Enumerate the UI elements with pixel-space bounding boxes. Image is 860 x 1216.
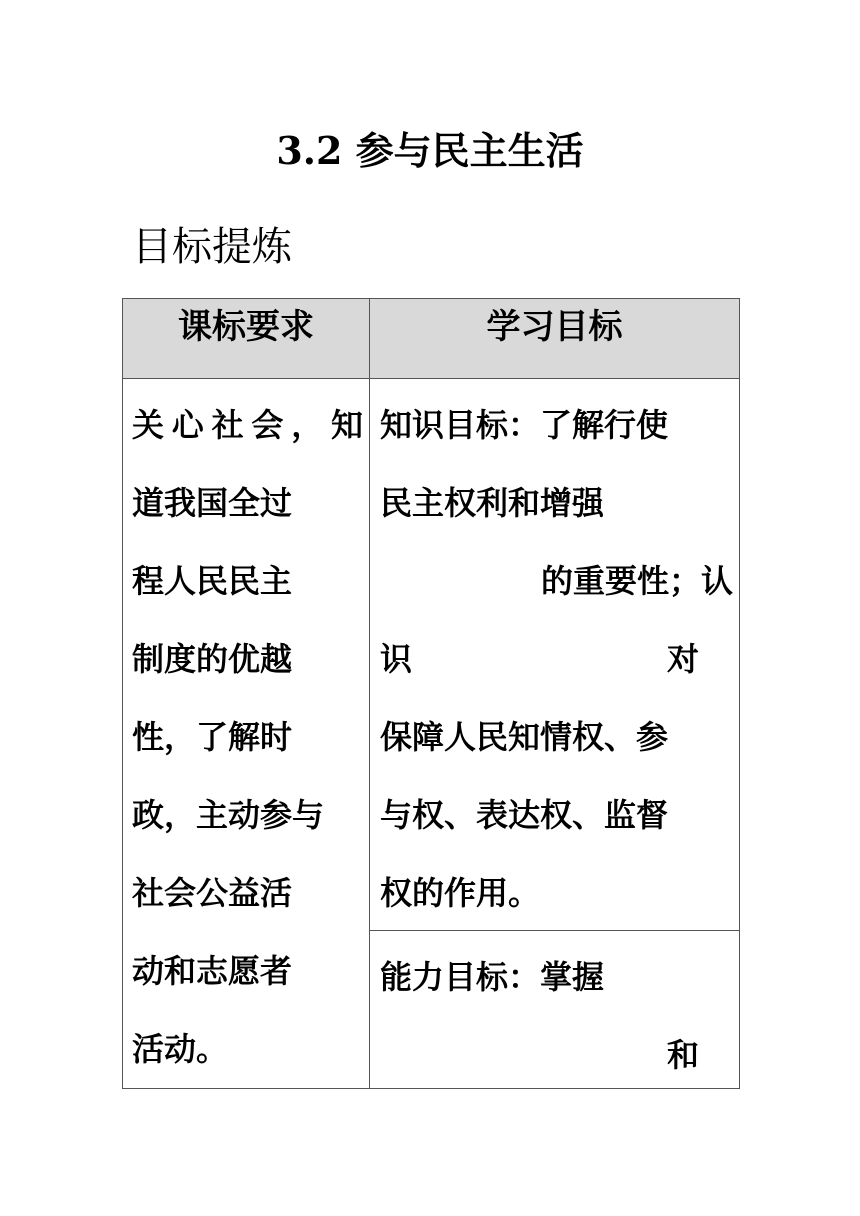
- knowledge-goal-cell: [370, 379, 740, 931]
- knowledge-line: 权的作用。: [380, 874, 541, 912]
- curriculum-requirement-cell: [123, 379, 370, 1089]
- table-row: [123, 379, 740, 931]
- curriculum-line: 关心社会，知: [132, 406, 363, 444]
- curriculum-line: 性，了解时: [132, 718, 293, 756]
- goals-table: [122, 298, 740, 1089]
- knowledge-line: 保障人民知情权、参: [380, 718, 669, 756]
- page-title: 3.2 参与民主生活: [276, 128, 584, 173]
- curriculum-line: 社会公益活: [132, 874, 293, 912]
- header-curriculum: 课标要求: [123, 299, 370, 379]
- curriculum-line: 程人民民主: [132, 562, 293, 600]
- knowledge-line: 的重要性；认: [540, 562, 733, 600]
- ability-line: 和: [666, 1036, 699, 1075]
- knowledge-line: 知识目标：了解行使: [380, 406, 669, 444]
- ability-goal-cell: [370, 931, 740, 1089]
- header-learning-goals: 学习目标: [370, 299, 740, 379]
- knowledge-line: 与权、表达权、监督: [380, 796, 669, 834]
- curriculum-line: 动和志愿者: [132, 952, 293, 990]
- knowledge-line: 识对: [380, 640, 699, 678]
- curriculum-line: 政，主动参与: [132, 796, 325, 834]
- ability-line: 能力目标：掌握: [380, 958, 605, 997]
- knowledge-line: 民主权利和增强: [380, 484, 605, 522]
- curriculum-line: 道我国全过: [132, 484, 293, 522]
- table-header-row: [123, 299, 740, 379]
- section-heading: 目标提炼: [132, 224, 292, 270]
- curriculum-line: 活动。: [132, 1030, 229, 1068]
- curriculum-line: 制度的优越: [132, 640, 293, 678]
